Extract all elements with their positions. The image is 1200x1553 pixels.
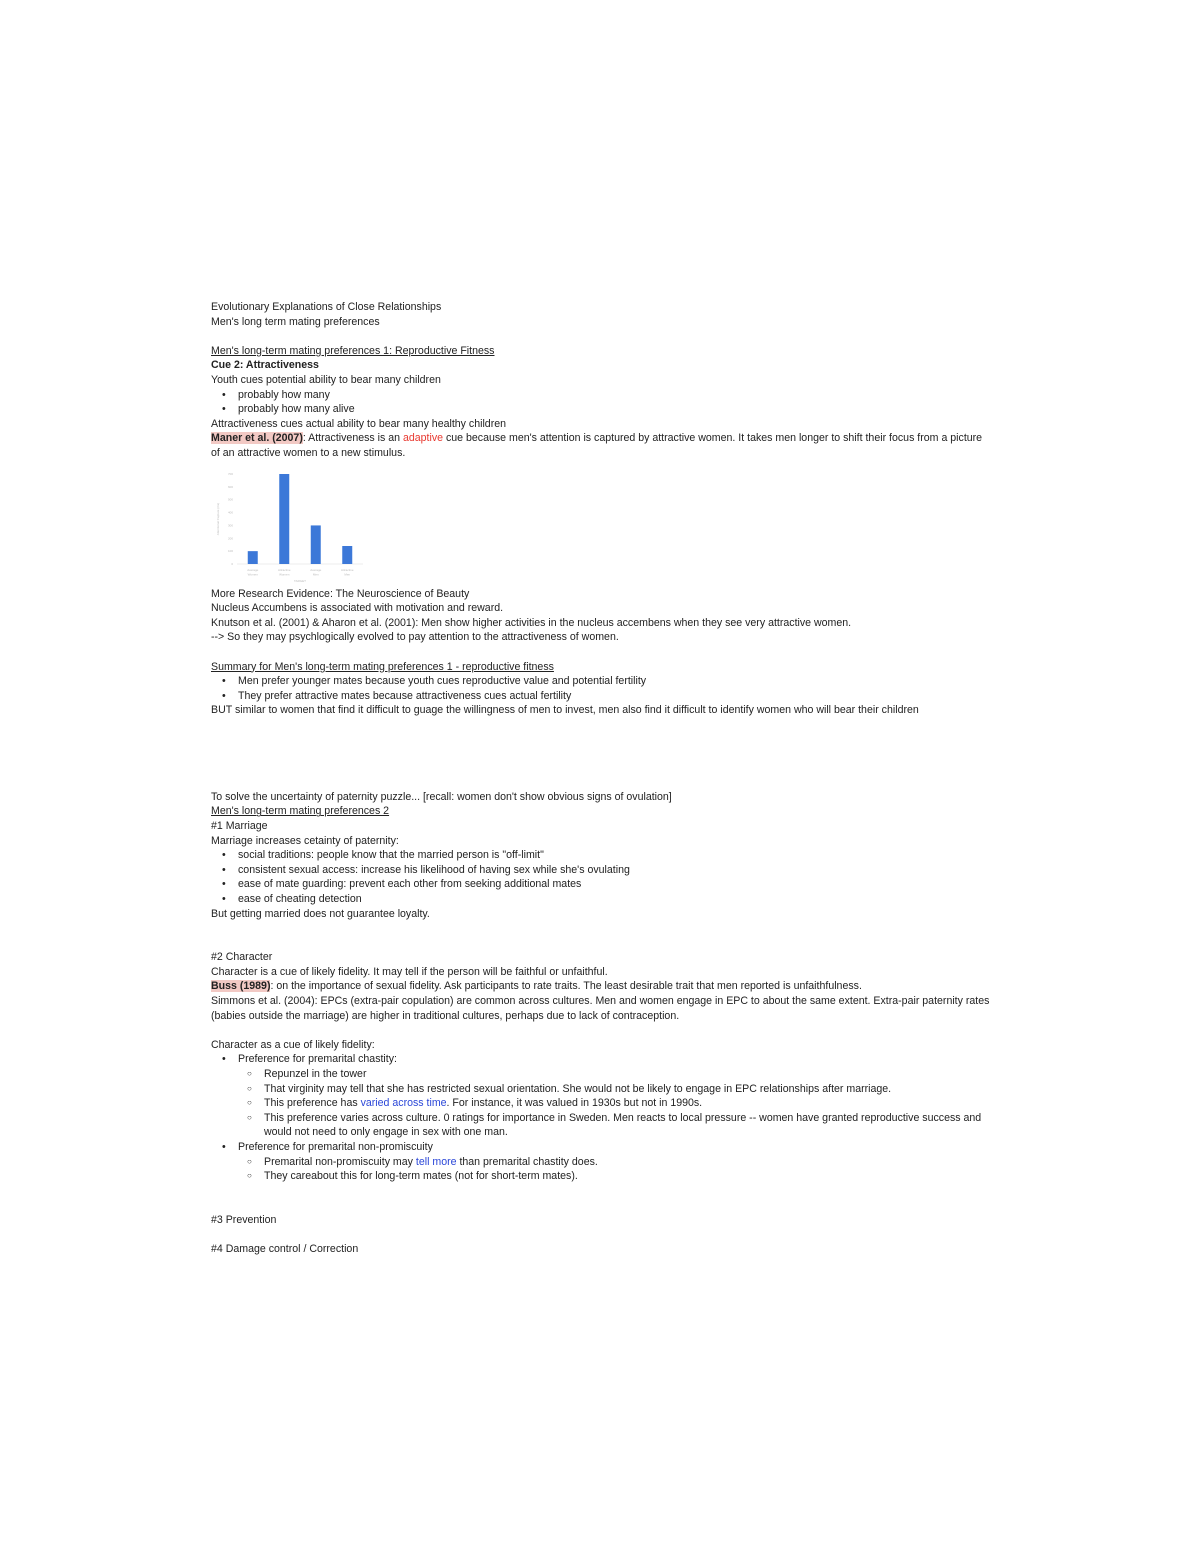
x-tick-label: Men <box>344 572 351 577</box>
x-axis-label: TARGET <box>294 578 306 583</box>
maner-text-b: cue because men's attention is captured by attractive women. It takes men longer to shift their focus from a picture of an attractive women to a new stimulus. <box>211 432 983 459</box>
list-item: • probably how many <box>238 388 991 403</box>
but-line: BUT similar to women that find it difficult to guage the willingness of men to invest, men also find it difficult to identify women who will bear their children <box>211 704 919 717</box>
buss-paragraph <box>211 979 991 994</box>
marriage-list <box>211 848 991 906</box>
research-heading: More Research Evidence: The Neuroscience of Beauty <box>211 587 470 600</box>
list-item: ○ That virginity may tell that she has restricted sexual orientation. She would not be likely to engage in EPC relationships after marriage. <box>264 1082 991 1097</box>
simmons-paragraph: Simmons et al. (2004): EPCs (extra-pair copulation) are common across cultures. Men and women engage in EPC to about the same extent. Extra-pair paternity rates (babies outside the marriage) are higher in traditional cultures, perhaps due to lack of contraception. <box>211 995 990 1022</box>
list-item: ○ Repunzel in the tower <box>264 1067 991 1082</box>
list-item <box>264 1155 991 1170</box>
youth-list <box>211 388 991 417</box>
fidelity-cue-line: Character as a cue of likely fidelity: <box>211 1038 375 1051</box>
y-tick-label: 100 <box>227 548 233 553</box>
y-tick-label: 700 <box>227 471 233 476</box>
marriage-heading: #1 Marriage <box>211 820 268 833</box>
damage-heading: #4 Damage control / Correction <box>211 1242 359 1255</box>
character-heading: #2 Character <box>211 951 273 964</box>
list-item: • ease of mate guarding: prevent each other from seeking additional mates <box>238 877 991 892</box>
document-page <box>211 300 991 1257</box>
y-tick-label: 500 <box>227 497 233 502</box>
list-item: • probably how many alive <box>238 402 991 417</box>
summary-heading: Summary for Men's long-term mating preferences 1 - reproductive fitness <box>211 660 554 673</box>
maner-text-a: : Attractiveness is an <box>302 432 403 445</box>
x-tick-label: Women <box>247 572 258 577</box>
y-tick-label: 600 <box>227 484 233 489</box>
buss-citation: Buss (1989) <box>211 980 271 993</box>
maner-citation: Maner et al. (2007) <box>211 432 303 445</box>
youth-line: Youth cues potential ability to bear many children <box>211 373 441 386</box>
x-tick-label: Average <box>247 567 259 572</box>
x-tick-label: Men <box>312 572 319 577</box>
chastity-sublist <box>238 1067 991 1140</box>
knutson-line: Knutson et al. (2001) & Aharon et al. (2001): Men show higher activities in the nucleus accembens when they see very attractive women. <box>211 616 852 629</box>
marriage-line: Marriage increases cetainty of paternity: <box>211 834 399 847</box>
maner-paragraph <box>211 431 991 460</box>
y-tick-label: 400 <box>227 510 233 515</box>
x-tick-label: Average <box>310 567 322 572</box>
bar <box>248 551 258 564</box>
fidelity-list <box>211 1052 991 1183</box>
y-tick-label: 200 <box>227 535 233 540</box>
bar <box>311 525 321 564</box>
attention-bar-chart <box>211 464 371 584</box>
x-tick-label: Attractive <box>277 567 291 572</box>
adaptive-word: adaptive <box>402 432 444 445</box>
bar <box>279 474 289 564</box>
list-item: • consistent sexual access: increase his likelihood of having sex while she's ovulating <box>238 863 991 878</box>
nonprom-1-a: Premarital non-promiscuity may <box>264 1155 416 1168</box>
chastity-3-b: . For instance, it was valued in 1930s but not in 1990s. <box>446 1097 703 1110</box>
y-tick-label: 0 <box>231 561 233 566</box>
nucleus-line: Nucleus Accumbens is associated with motivation and reward. <box>211 602 504 615</box>
prevention-heading: #3 Prevention <box>211 1213 277 1226</box>
list-item <box>238 1052 991 1140</box>
list-item: • Men prefer younger mates because youth cues reproductive value and potential fertility <box>238 674 991 689</box>
x-tick-label: Attractive <box>340 567 354 572</box>
y-axis-label: Attentional Capture (ms) <box>216 502 220 535</box>
summary-list <box>211 674 991 703</box>
pref-nonpromiscuity: Preference for premarital non-promiscuity <box>238 1140 433 1153</box>
bar <box>342 546 352 564</box>
conclusion-line: --> So they may psychlogically evolved to pay attention to the attractiveness of women. <box>211 631 619 644</box>
chart-svg <box>211 464 371 584</box>
list-item: • They prefer attractive mates because attractiveness cues actual fertility <box>238 689 991 704</box>
section1-heading: Men's long-term mating preferences 1: Reproductive Fitness <box>211 344 495 357</box>
tell-more-link[interactable]: tell more <box>415 1155 457 1168</box>
solve-line: To solve the uncertainty of paternity puzzle... [recall: women don't show obvious signs of ovulation] <box>211 790 672 803</box>
list-item <box>238 1140 991 1184</box>
doc-subtitle: Men's long term mating preferences <box>211 315 380 328</box>
attractiveness-line: Attractiveness cues actual ability to bear many healthy children <box>211 417 507 430</box>
nonprom-sublist <box>238 1155 991 1184</box>
varied-across-time-link[interactable]: varied across time <box>360 1097 447 1110</box>
y-tick-label: 300 <box>227 522 233 527</box>
cue-heading: Cue 2: Attractiveness <box>211 359 319 372</box>
chastity-3-a: This preference has <box>264 1097 361 1110</box>
marriage-but: But getting married does not guarantee loyalty. <box>211 907 430 920</box>
list-item: • ease of cheating detection <box>238 892 991 907</box>
x-tick-label: Women <box>279 572 290 577</box>
list-item: • social traditions: people know that the married person is "off-limit" <box>238 848 991 863</box>
list-item: ○ They careabout this for long-term mates (not for short-term mates). <box>264 1169 991 1184</box>
list-item <box>264 1096 991 1111</box>
section2-heading: Men's long-term mating preferences 2 <box>211 805 390 818</box>
doc-title: Evolutionary Explanations of Close Relationships <box>211 301 442 313</box>
buss-text: : on the importance of sexual fidelity. Ask participants to rate traits. The least desirable trait that men reported is unfaithfulness. <box>270 980 862 993</box>
list-item: ○ This preference varies across culture. 0 ratings for importance in Sweden. Men reacts to local pressure -- women have granted reproductive success and would not need to only engage in sex with one man. <box>264 1111 991 1140</box>
nonprom-1-b: than premarital chastity does. <box>456 1155 598 1168</box>
character-line: Character is a cue of likely fidelity. It may tell if the person will be faithful or unfaithful. <box>211 965 608 978</box>
pref-chastity: Preference for premarital chastity: <box>238 1053 397 1066</box>
